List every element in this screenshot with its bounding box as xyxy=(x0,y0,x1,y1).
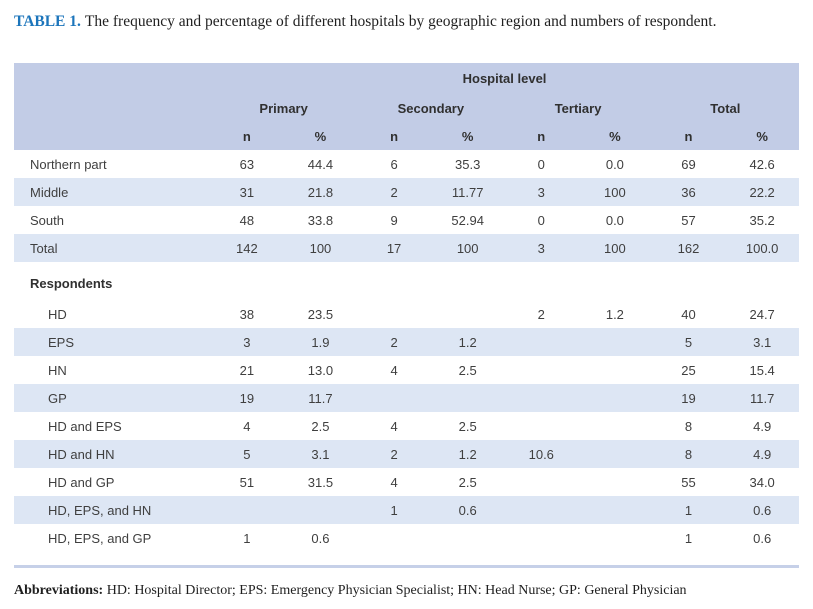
abbreviations-note xyxy=(14,583,799,599)
value-cell: 2 xyxy=(390,446,398,462)
value-cell: 3 xyxy=(537,240,545,256)
value-cell: 1 xyxy=(684,530,693,546)
table-caption-text: The frequency and percentage of different hospitals by geographic region and numbers of respondent. xyxy=(84,13,717,30)
subheader-cell: n xyxy=(652,123,726,150)
value-cell: 40 xyxy=(681,306,696,322)
value-cell xyxy=(431,524,505,552)
value-cell: 1.9 xyxy=(311,334,330,350)
value-cell: 3 xyxy=(537,184,545,200)
table-row xyxy=(14,412,799,440)
value-cell: 34.0 xyxy=(749,474,775,490)
table-row xyxy=(14,300,799,328)
value-cell: 11.77 xyxy=(451,184,484,200)
value-cell: 3.1 xyxy=(753,334,772,350)
subheader-cell: n xyxy=(504,123,578,150)
value-cell: 11.7 xyxy=(308,390,333,406)
value-cell: 8 xyxy=(684,418,693,434)
region-rows xyxy=(14,150,799,262)
value-cell: 0.6 xyxy=(753,502,772,518)
value-cell: 2 xyxy=(390,184,398,200)
value-cell xyxy=(578,412,652,440)
row-label: Middle xyxy=(30,184,69,200)
group-header-tertiary: Tertiary xyxy=(504,94,651,123)
value-cell: 100 xyxy=(604,240,626,256)
table-row xyxy=(14,384,799,412)
value-cell: 19 xyxy=(681,390,696,406)
value-cell: 44.4 xyxy=(307,156,334,172)
value-cell: 6 xyxy=(390,156,398,172)
value-cell: 0 xyxy=(537,212,545,228)
value-cell xyxy=(357,524,431,552)
row-label: Northern part xyxy=(30,156,107,172)
value-cell: 69 xyxy=(681,156,696,172)
table-row xyxy=(14,468,799,496)
value-cell xyxy=(504,328,578,356)
header-row-hospital-level xyxy=(14,63,799,94)
value-cell: 162 xyxy=(677,240,700,256)
value-cell: 19 xyxy=(239,390,255,406)
value-cell xyxy=(578,440,652,468)
row-label: HD and HN xyxy=(48,446,115,462)
value-cell: 2.5 xyxy=(458,474,477,490)
value-cell: 31.5 xyxy=(307,474,334,490)
value-cell xyxy=(578,524,652,552)
section-row xyxy=(14,262,799,300)
value-cell: 24.7 xyxy=(749,306,775,322)
value-cell xyxy=(357,300,431,328)
row-label: HN xyxy=(48,362,67,378)
abbreviations-text: HD: Hospital Director; EPS: Emergency Physician Specialist; HN: Head Nurse; GP: General Physician xyxy=(103,583,687,598)
value-cell: 2.5 xyxy=(458,362,477,378)
subheader-cell: n xyxy=(357,123,431,150)
value-cell: 63 xyxy=(239,156,255,172)
value-cell: 4 xyxy=(390,474,398,490)
value-cell: 48 xyxy=(239,212,255,228)
value-cell: 4 xyxy=(390,418,398,434)
value-cell: 52.94 xyxy=(451,212,484,228)
value-cell xyxy=(578,328,652,356)
value-cell: 1 xyxy=(684,502,693,518)
value-cell: 1.2 xyxy=(458,446,477,462)
section-header: Respondents xyxy=(30,276,113,291)
row-label: EPS xyxy=(48,334,75,350)
value-cell: 0 xyxy=(537,156,545,172)
value-cell: 17 xyxy=(386,240,402,256)
value-cell: 1 xyxy=(243,530,251,546)
header-row-subheaders xyxy=(14,123,799,150)
group-header-total: Total xyxy=(652,94,799,123)
row-label: HD xyxy=(48,306,67,322)
value-cell: 10.6 xyxy=(528,446,554,462)
value-cell: 31 xyxy=(239,184,255,200)
value-cell xyxy=(431,384,505,412)
value-cell: 8 xyxy=(684,446,693,462)
value-cell: 0.0 xyxy=(605,212,624,228)
value-cell xyxy=(504,468,578,496)
value-cell: 3 xyxy=(243,334,251,350)
value-cell: 36 xyxy=(681,184,696,200)
value-cell: 0.6 xyxy=(311,530,330,546)
table-row xyxy=(14,496,799,524)
row-label: HD, EPS, and HN xyxy=(48,502,152,518)
value-cell: 0.6 xyxy=(753,530,772,546)
section-body xyxy=(14,262,799,300)
value-cell xyxy=(504,524,578,552)
value-cell xyxy=(578,384,652,412)
value-cell: 2.5 xyxy=(458,418,477,434)
table-row xyxy=(14,356,799,384)
group-header-secondary: Secondary xyxy=(357,94,504,123)
header-row-groups xyxy=(14,94,799,123)
value-cell: 1 xyxy=(390,502,398,518)
value-cell: 11.7 xyxy=(749,390,775,406)
row-label: GP xyxy=(48,390,67,406)
abbreviations-label: Abbreviations: xyxy=(14,583,104,598)
table-row xyxy=(14,328,799,356)
value-cell: 9 xyxy=(390,212,398,228)
value-cell: 5 xyxy=(684,334,693,350)
value-cell xyxy=(578,468,652,496)
value-cell: 100 xyxy=(456,240,479,256)
table-header xyxy=(14,63,799,150)
bottom-rule xyxy=(14,565,799,568)
subheader-cell: n xyxy=(210,123,284,150)
value-cell: 25 xyxy=(681,362,696,378)
value-cell: 1.2 xyxy=(458,334,477,350)
value-cell: 100 xyxy=(604,184,626,200)
value-cell: 21.8 xyxy=(307,184,334,200)
header-spacer xyxy=(14,123,210,150)
value-cell xyxy=(504,496,578,524)
subheader-cell: % xyxy=(725,123,799,150)
row-label: HD, EPS, and GP xyxy=(48,530,152,546)
value-cell: 51 xyxy=(239,474,255,490)
respondent-rows xyxy=(14,300,799,552)
value-cell: 21 xyxy=(239,362,255,378)
table-caption-label: TABLE 1. xyxy=(14,13,81,30)
value-cell: 4 xyxy=(243,418,251,434)
value-cell: 13.0 xyxy=(307,362,334,378)
value-cell: 4.9 xyxy=(753,446,772,462)
row-label: Total xyxy=(30,240,58,256)
value-cell: 4.9 xyxy=(753,418,772,434)
value-cell xyxy=(210,496,284,524)
value-cell: 35.3 xyxy=(455,156,481,172)
value-cell: 57 xyxy=(681,212,696,228)
value-cell: 1.2 xyxy=(605,306,624,322)
value-cell xyxy=(357,384,431,412)
value-cell xyxy=(578,356,652,384)
hospital-level-header: Hospital level xyxy=(210,63,799,94)
value-cell xyxy=(504,412,578,440)
row-label: HD and EPS xyxy=(48,418,122,434)
value-cell: 42.6 xyxy=(749,156,775,172)
value-cell: 0.0 xyxy=(605,156,624,172)
row-label: South xyxy=(30,212,64,228)
value-cell: 0.6 xyxy=(458,502,477,518)
group-header-primary: Primary xyxy=(210,94,357,123)
value-cell xyxy=(504,384,578,412)
value-cell: 15.4 xyxy=(749,362,775,378)
table-row xyxy=(14,150,799,178)
table-caption xyxy=(14,12,799,32)
value-cell: 35.2 xyxy=(749,212,775,228)
frequency-table xyxy=(14,63,799,552)
value-cell: 22.2 xyxy=(749,184,775,200)
value-cell: 38 xyxy=(239,306,255,322)
value-cell: 2 xyxy=(390,334,398,350)
value-cell: 100 xyxy=(309,240,332,256)
table-row xyxy=(14,234,799,262)
subheader-cell: % xyxy=(578,123,652,150)
value-cell xyxy=(284,496,358,524)
subheader-cell: % xyxy=(284,123,358,150)
value-cell xyxy=(431,300,505,328)
subheader-cell: % xyxy=(431,123,505,150)
table-row xyxy=(14,206,799,234)
value-cell: 2.5 xyxy=(311,418,330,434)
value-cell: 100.0 xyxy=(745,240,779,256)
table-row xyxy=(14,440,799,468)
value-cell xyxy=(578,496,652,524)
value-cell: 142 xyxy=(235,240,258,256)
value-cell xyxy=(504,356,578,384)
value-cell: 4 xyxy=(390,362,398,378)
table-row xyxy=(14,178,799,206)
value-cell: 33.8 xyxy=(307,212,334,228)
table-row xyxy=(14,524,799,552)
value-cell: 2 xyxy=(537,306,545,322)
value-cell: 3.1 xyxy=(311,446,330,462)
value-cell: 5 xyxy=(243,446,251,462)
value-cell: 55 xyxy=(681,474,696,490)
header-spacer xyxy=(14,63,210,94)
header-spacer xyxy=(14,94,210,123)
row-label: HD and GP xyxy=(48,474,115,490)
value-cell: 23.5 xyxy=(307,306,334,322)
